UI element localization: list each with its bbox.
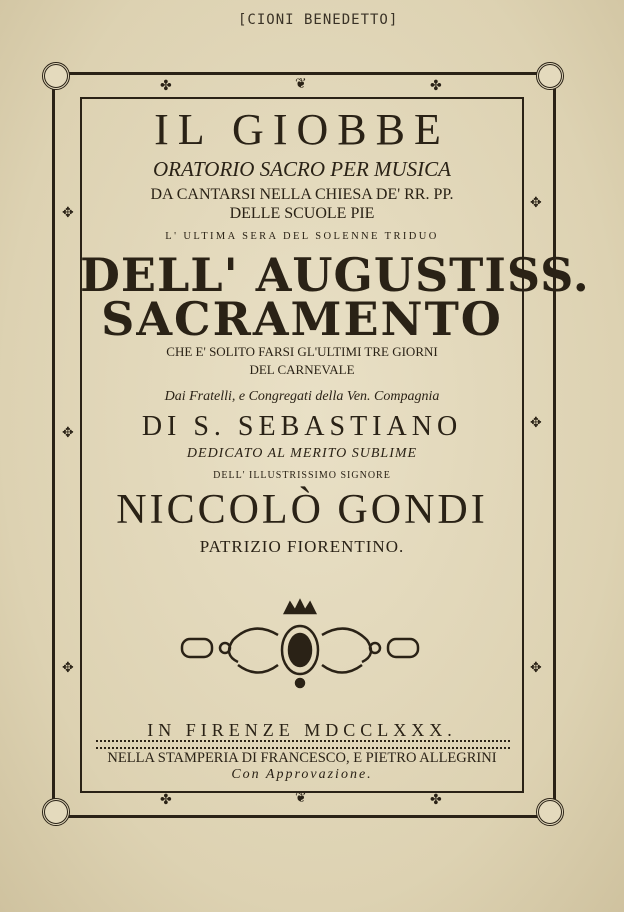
heading-augustiss: DELL' AUGUSTISS. <box>80 248 590 302</box>
title: IL GIOBBE <box>154 105 450 154</box>
text-line: L' ULTIMA SERA DEL SOLENNE TRIDUO <box>165 231 439 242</box>
fleuron-icon: ✥ <box>530 195 542 211</box>
dedicatee-name: NICCOLÒ GONDI <box>116 487 488 533</box>
fleuron-icon: ✥ <box>530 660 542 676</box>
corner-ornament-icon <box>42 798 70 826</box>
imprint-approval: Con Approvazione. <box>231 767 373 782</box>
fleuron-icon: ✥ <box>530 415 542 431</box>
text-line: DELLE SCUOLE PIE <box>229 205 375 222</box>
imprint-place: IN FIRENZE MDCCLXXX. <box>147 720 457 740</box>
fleuron-icon: ✤ <box>430 792 442 808</box>
corner-ornament-icon <box>536 798 564 826</box>
text-line: Dai Fratelli, e Congregati della Ven. Compagnia <box>164 389 440 404</box>
fleuron-icon: ✥ <box>62 660 74 676</box>
fleuron-icon: ❦ <box>295 790 307 806</box>
handwritten-annotation: [CIONI BENEDETTO] <box>238 12 399 28</box>
text-line: DEDICATO AL MERITO SUBLIME <box>186 446 418 461</box>
fleuron-icon: ✤ <box>160 792 172 808</box>
dedicatee-title: PATRIZIO FIORENTINO. <box>199 537 405 556</box>
text-line: DELL' ILLUSTRISSIMO SIGNORE <box>213 470 391 481</box>
fleuron-icon: ✥ <box>62 205 74 221</box>
fleuron-icon: ✤ <box>160 78 172 94</box>
fleuron-icon: ✤ <box>430 78 442 94</box>
fleuron-icon: ❦ <box>295 76 307 92</box>
fleuron-icon: ✥ <box>62 425 74 441</box>
subtitle: ORATORIO SACRO PER MUSICA <box>152 157 452 181</box>
text-line: CHE E' SOLITO FARSI GL'ULTIMI TRE GIORNI <box>166 344 438 359</box>
corner-ornament-icon <box>536 62 564 90</box>
printer-device-ornament-icon <box>170 595 430 690</box>
text-line: DEL CARNEVALE <box>249 362 355 377</box>
text-line-sebastiano: DI S. SEBASTIANO <box>141 411 463 442</box>
imprint-printer: NELLA STAMPERIA DI FRANCESCO, E PIETRO ALLEGRINI <box>107 750 497 766</box>
ornamental-divider <box>96 740 510 749</box>
corner-ornament-icon <box>42 62 70 90</box>
text-line: DA CANTARSI NELLA CHIESA DE' RR. PP. <box>150 186 454 203</box>
heading-sacramento: SACRAMENTO <box>101 292 503 346</box>
